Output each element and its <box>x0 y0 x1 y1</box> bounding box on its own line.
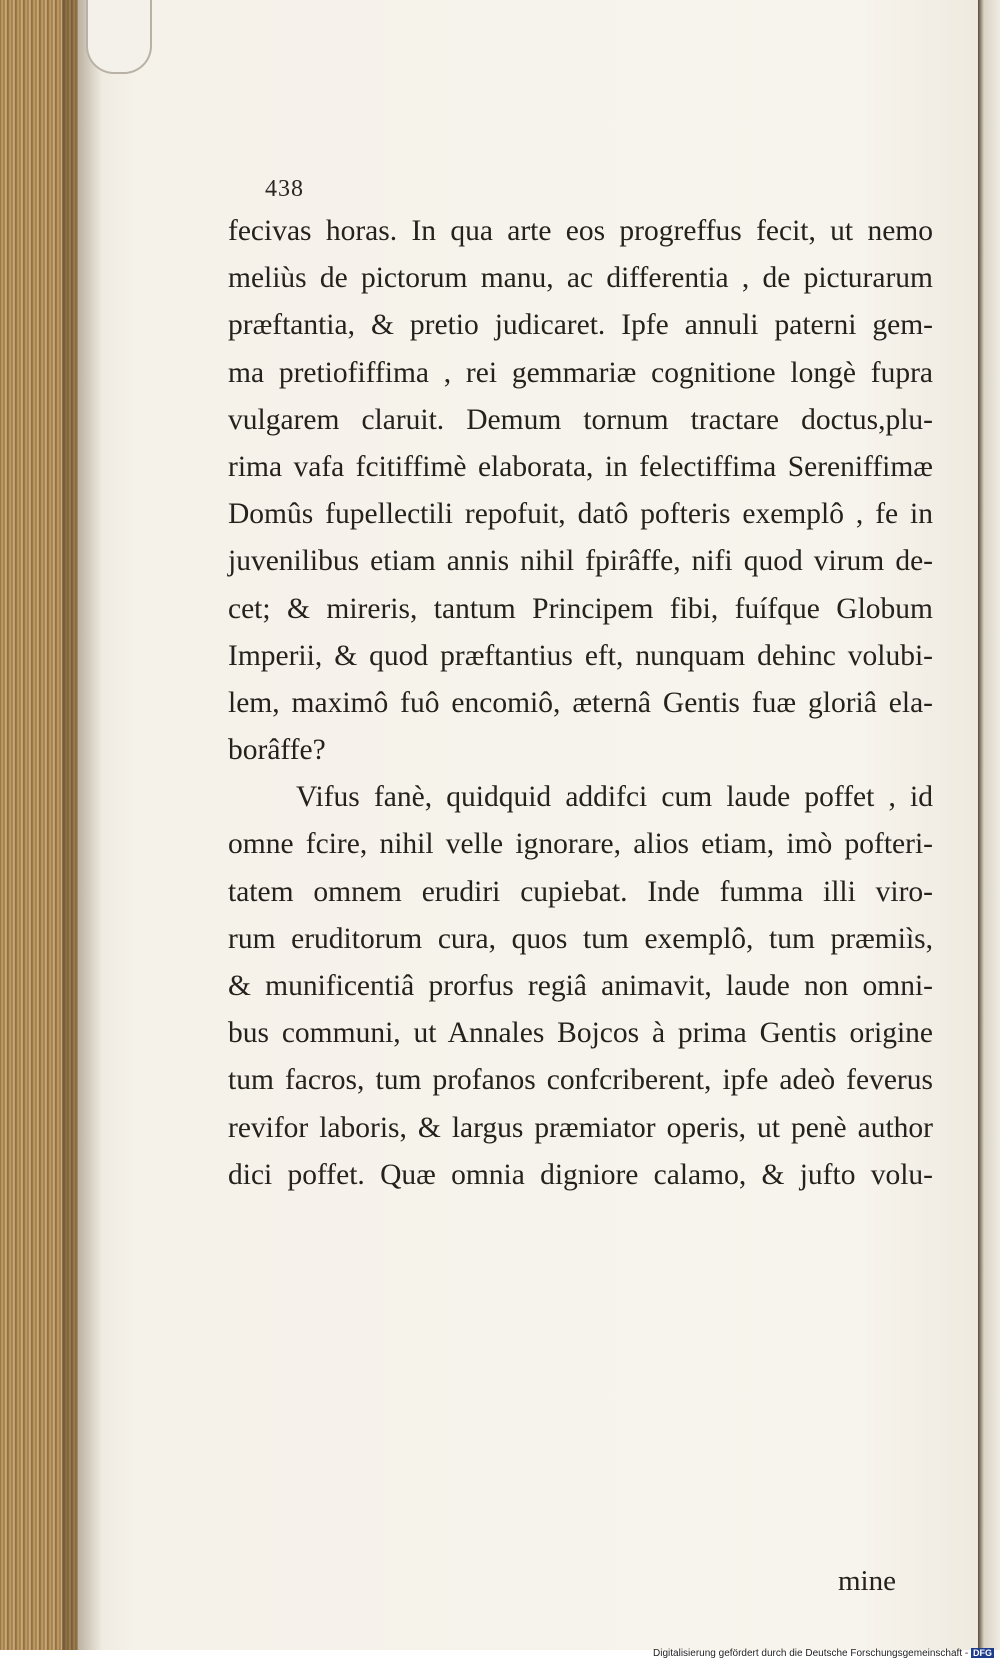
text-line: Imperii, & quod præftantius eft, nunquam dehinc volubi- <box>228 639 933 672</box>
text-line: lem, maximô fuô encomiô, æternâ Gentis fuæ gloriâ ela- <box>228 686 933 719</box>
spine-shadow <box>62 0 102 1650</box>
text-line: omne fcire, nihil velle ignorare, alios etiam, imò pofteri- <box>228 828 933 861</box>
text-line: præftantia, & pretio judicaret. Ipfe annuli paterni gem- <box>228 309 933 342</box>
dfg-logo: DFG <box>973 1648 992 1658</box>
text-line: Domûs fupellectili repofuit, datô pofteris exemplô , fe in <box>228 498 933 531</box>
text-line: tum facros, tum profanos confcriberent, ipfe adeò feverus <box>228 1064 933 1097</box>
text-line: & munificentiâ prorfus regiâ animavit, laude non omni- <box>228 970 933 1002</box>
facing-page-edge <box>978 0 1000 1650</box>
text-line: rima vafa fcitiffimè elaborata, in felectiffima Sereniffimæ <box>228 450 933 483</box>
text-line: meliùs de pictorum manu, ac differentia , de picturarum <box>228 262 933 295</box>
digitization-credit <box>653 1648 994 1659</box>
text-line: revifor laboris, & largus præmiator operis, ut penè author <box>228 1111 933 1144</box>
text-line: Vifus fanè, quidquid addifci cum laude poffet , id <box>296 781 933 814</box>
text-line: vulgarem claruit. Demum tornum tractare doctus,plu- <box>228 403 933 436</box>
text-line: juvenilibus etiam annis nihil fpirâffe, nifi quod virum de- <box>228 545 933 578</box>
bookmark-tab <box>86 0 152 74</box>
text-line: tatem omnem erudiri cupiebat. Inde fumma illi viro- <box>228 875 933 908</box>
credit-text: Digitalisierung gefördert durch die Deutsche Forschungsgemeinschaft - <box>653 1648 969 1659</box>
body-text <box>228 208 933 1199</box>
text-line: fecivas horas. In qua arte eos progreffus fecit, ut nemo <box>228 215 933 247</box>
text-line: borâffe? <box>228 734 326 767</box>
text-line: dici poffet. Quæ omnia digniore calamo, & jufto volu- <box>228 1158 933 1191</box>
catchword: mine <box>838 1565 896 1597</box>
text-line: rum eruditorum cura, quos tum exemplô, tum præmiìs, <box>228 922 933 955</box>
page-number: 438 <box>265 176 304 202</box>
text-line: ma pretiofiffima , rei gemmariæ cognitione longè fupra <box>228 356 933 389</box>
text-line: cet; & mireris, tantum Principem fibi, fuífque Globum <box>228 592 933 625</box>
text-line: bus communi, ut Annales Bojcos à prima Gentis origine <box>228 1017 933 1050</box>
